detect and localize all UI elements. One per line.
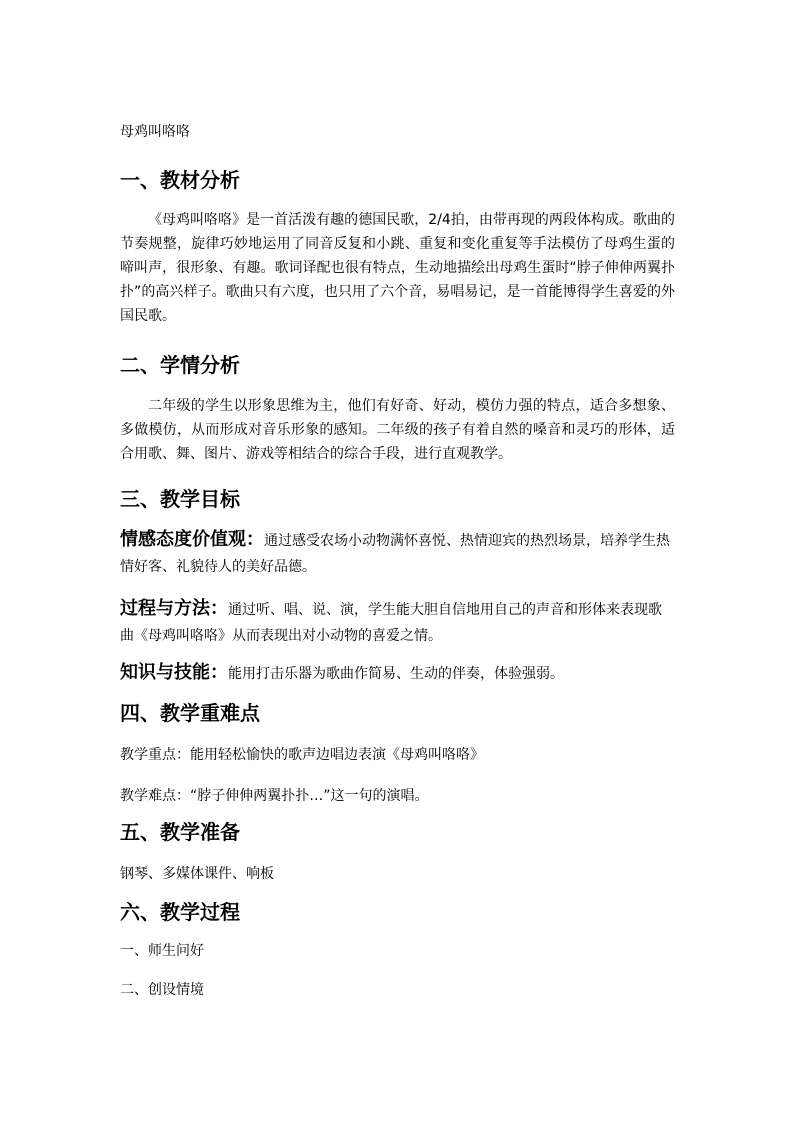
section-heading-preparation: 五、教学准备	[120, 820, 240, 844]
process-step-line: 二、创设情境	[120, 982, 204, 998]
document-title: 母鸡叫咯咯	[120, 124, 190, 140]
goal-process-method	[120, 596, 675, 649]
key-point-line: 教学重点：能用轻松愉快的歌声边唱边表演《母鸡叫咯咯》	[120, 747, 484, 763]
section-paragraph-textbook-analysis: 《母鸡叫咯咯》是一首活泼有趣的德国民歌，2/4拍，由带再现的两段体构成。歌曲的节奏规整，旋律巧妙地运用了同音反复和小跳、重复和变化重复等手法模仿了母鸡生蛋的啼叫声，很形象、有趣。歌词译配也很有特点，生动地描绘出母鸡生蛋时“脖子伸伸两翼扑扑”的高兴样子。歌曲只有六度，也只用了六个音，易唱易记，是一首能博得学生喜爱的外国民歌。	[120, 212, 675, 324]
goal-text: 能用打击乐器为歌曲作简易、生动的伴奏，体验强弱。	[228, 666, 564, 682]
section-heading-key-points: 四、教学重难点	[120, 701, 260, 725]
goal-text: 通过感受农场小动物满怀喜悦、热情迎宾的热烈场景，培养学生热情好客、礼貌待人的美好品德。	[120, 533, 670, 575]
section-heading-textbook-analysis: 一、教材分析	[120, 168, 240, 192]
process-step-line: 一、师生问好	[120, 943, 204, 959]
section-heading-teaching-goals: 三、教学目标	[120, 487, 240, 511]
goal-text: 通过听、唱、说、演，学生能大胆自信地用自己的声音和形体来表现歌曲《母鸡叫咯咯》从而表现出对小动物的喜爱之情。	[120, 602, 662, 644]
difficult-point-line: 教学难点：“脖子伸伸两翼扑扑…”这一句的演唱。	[120, 788, 429, 804]
goal-label: 过程与方法：	[120, 598, 228, 619]
goal-knowledge-skill	[120, 660, 675, 687]
goal-emotional	[120, 527, 675, 580]
section-paragraph-student-analysis: 二年级的学生以形象思维为主，他们有好奇、好动，模仿力强的特点，适合多想象、多做模仿，从而形成对音乐形象的感知。二年级的孩子有着自然的嗓音和灵巧的形体，适合用歌、舞、图片、游戏等相结合的综合手段，进行直观教学。	[120, 398, 675, 462]
section-heading-teaching-process: 六、教学过程	[120, 900, 240, 924]
goal-label: 知识与技能：	[120, 662, 228, 683]
section-heading-student-analysis: 二、学情分析	[120, 353, 240, 377]
goal-label: 情感态度价值观：	[120, 529, 264, 550]
preparation-line: 钢琴、多媒体课件、响板	[120, 866, 274, 882]
